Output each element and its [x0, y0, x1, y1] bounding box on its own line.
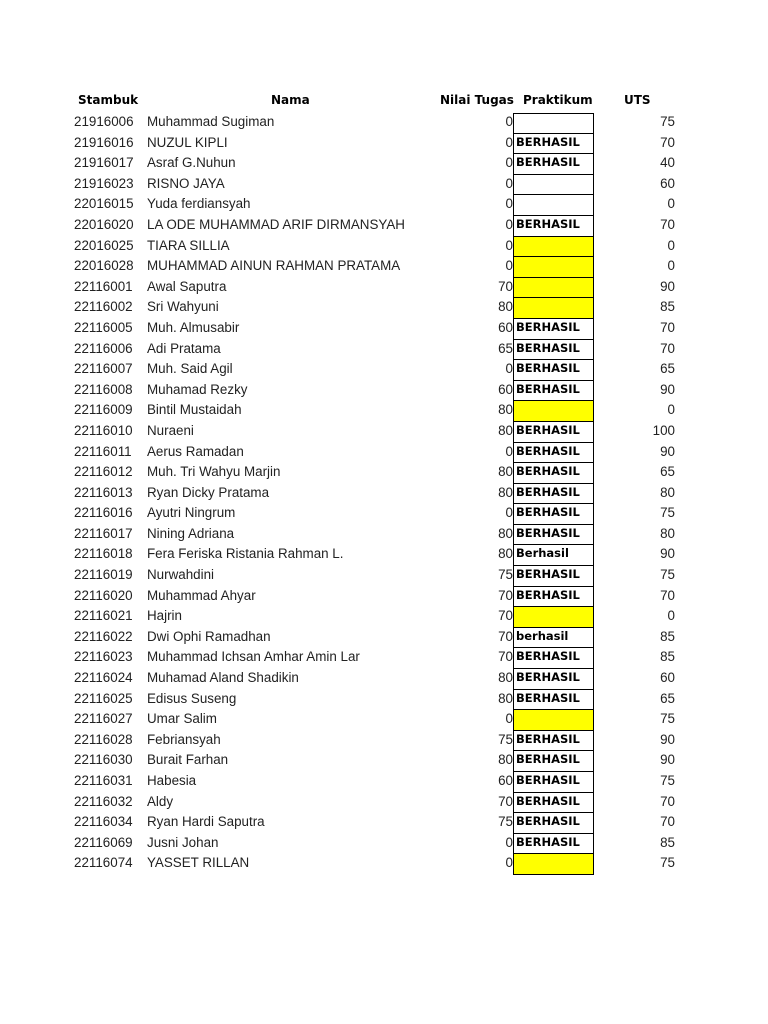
cell-nama: TIARA SILLIA	[147, 237, 230, 253]
cell-nama: MUHAMMAD AINUN RAHMAN PRATAMA	[147, 258, 401, 274]
cell-nama: Hajrin	[147, 608, 182, 624]
cell-nama: Yuda ferdiansyah	[147, 196, 251, 212]
table-row	[0, 420, 768, 441]
table-row	[0, 749, 768, 770]
cell-nama: Umar Salim	[147, 711, 217, 727]
cell-nilai-tugas: 0	[505, 114, 513, 129]
cell-nilai-tugas: 60	[498, 319, 513, 335]
cell-praktikum: BERHASIL	[513, 793, 594, 814]
cell-stambuk: 22116008	[74, 381, 133, 397]
cell-uts: 65	[660, 464, 675, 480]
cell-nilai-tugas: 0	[505, 196, 513, 212]
cell-uts: 90	[660, 381, 675, 397]
cell-nilai-tugas: 0	[505, 134, 513, 150]
cell-uts: 80	[660, 484, 675, 500]
cell-uts: 90	[660, 731, 675, 747]
cell-praktikum	[513, 278, 594, 299]
table-row	[0, 317, 768, 338]
table-row	[0, 379, 768, 400]
cell-uts: 85	[660, 649, 675, 665]
table-row	[0, 543, 768, 564]
cell-uts: 90	[660, 443, 675, 459]
cell-uts: 85	[660, 299, 675, 315]
cell-uts: 40	[660, 155, 675, 171]
table-row	[0, 523, 768, 544]
table-row	[0, 852, 768, 873]
cell-praktikum: BERHASIL	[513, 443, 594, 464]
cell-stambuk: 22116020	[74, 587, 133, 603]
cell-uts: 70	[660, 793, 675, 809]
cell-nama: Muhammad Ahyar	[147, 587, 256, 603]
cell-nama: Muh. Said Agil	[147, 361, 233, 377]
header-uts: UTS	[624, 93, 651, 107]
cell-nama: Bintil Mustaidah	[147, 402, 242, 418]
table-row	[0, 482, 768, 503]
cell-praktikum: BERHASIL	[513, 751, 594, 772]
cell-praktikum	[513, 710, 594, 731]
cell-stambuk: 22116019	[74, 567, 133, 583]
cell-stambuk: 22116030	[74, 752, 133, 768]
table-row	[0, 770, 768, 791]
table-row	[0, 646, 768, 667]
table-row	[0, 235, 768, 256]
cell-nilai-tugas: 70	[498, 649, 513, 665]
cell-stambuk: 22116007	[74, 361, 133, 377]
cell-nilai-tugas: 0	[505, 855, 513, 871]
table-row	[0, 585, 768, 606]
cell-nama: Adi Pratama	[147, 340, 221, 356]
cell-nilai-tugas: 0	[505, 237, 513, 253]
table-row	[0, 708, 768, 729]
cell-uts: 75	[660, 711, 675, 727]
cell-nama: Ayutri Ningrum	[147, 505, 236, 521]
table-row	[0, 441, 768, 462]
cell-praktikum: BERHASIL	[513, 216, 594, 237]
table-row	[0, 296, 768, 317]
cell-stambuk: 22116021	[74, 608, 133, 624]
cell-nama: Nurwahdini	[147, 567, 214, 583]
grade-table	[0, 90, 768, 873]
cell-uts: 90	[660, 752, 675, 768]
cell-praktikum: BERHASIL	[513, 772, 594, 793]
cell-praktikum: berhasil	[513, 628, 594, 649]
cell-nilai-tugas: 80	[498, 464, 513, 480]
cell-nilai-tugas: 80	[498, 402, 513, 418]
cell-stambuk: 22116032	[74, 793, 133, 809]
cell-uts: 70	[660, 814, 675, 830]
cell-uts: 85	[660, 834, 675, 850]
cell-uts: 80	[660, 525, 675, 541]
header-praktikum: Praktikum	[523, 93, 593, 107]
cell-nama: Aldy	[147, 793, 174, 809]
cell-nilai-tugas: 70	[498, 608, 513, 624]
cell-nama: Muh. Tri Wahyu Marjin	[147, 464, 281, 480]
cell-nilai-tugas: 80	[498, 525, 513, 541]
cell-uts: 70	[660, 340, 675, 356]
cell-nilai-tugas: 0	[505, 175, 513, 191]
cell-nama: Habesia	[147, 773, 197, 788]
table-row	[0, 626, 768, 647]
table-row	[0, 255, 768, 276]
cell-praktikum: BERHASIL	[513, 690, 594, 711]
cell-uts: 65	[660, 361, 675, 377]
cell-nilai-tugas: 60	[498, 773, 513, 788]
cell-stambuk: 22016020	[74, 216, 134, 232]
cell-nama: Asraf G.Nuhun	[147, 155, 236, 171]
cell-nama: Ryan Dicky Pratama	[147, 484, 270, 500]
cell-nama: Awal Saputra	[147, 278, 227, 294]
table-row	[0, 502, 768, 523]
cell-uts: 85	[660, 628, 675, 644]
cell-stambuk: 22116024	[74, 670, 133, 686]
cell-nama: Muhammad Ichsan Amhar Amin Lar	[147, 649, 360, 665]
cell-praktikum: BERHASIL	[513, 813, 594, 834]
cell-praktikum: BERHASIL	[513, 319, 594, 340]
cell-nama: Muhamad Rezky	[147, 381, 248, 397]
cell-uts: 70	[660, 216, 675, 232]
cell-nama: Jusni Johan	[147, 834, 219, 850]
cell-praktikum: BERHASIL	[513, 566, 594, 587]
cell-praktikum: BERHASIL	[513, 422, 594, 443]
cell-uts: 0	[667, 258, 675, 274]
cell-praktikum: BERHASIL	[513, 669, 594, 690]
header-stambuk: Stambuk	[78, 93, 139, 107]
cell-praktikum: BERHASIL	[513, 154, 594, 175]
table-row	[0, 832, 768, 853]
cell-uts: 70	[660, 587, 675, 603]
table-row	[0, 173, 768, 194]
cell-praktikum	[513, 607, 594, 628]
cell-nilai-tugas: 80	[498, 752, 513, 768]
cell-uts: 70	[660, 134, 675, 150]
cell-nama: Burait Farhan	[147, 752, 229, 768]
cell-nilai-tugas: 80	[498, 546, 513, 562]
cell-nilai-tugas: 65	[498, 340, 513, 356]
cell-nilai-tugas: 75	[498, 567, 513, 583]
cell-nama: Edisus Suseng	[147, 690, 237, 706]
cell-praktikum: BERHASIL	[513, 360, 594, 381]
cell-praktikum: BERHASIL	[513, 648, 594, 669]
cell-stambuk: 22116009	[74, 402, 133, 418]
table-row	[0, 605, 768, 626]
cell-praktikum: BERHASIL	[513, 731, 594, 752]
cell-nilai-tugas: 0	[505, 505, 513, 521]
cell-stambuk: 22116074	[74, 855, 133, 871]
cell-nilai-tugas: 70	[498, 628, 513, 644]
cell-nama: Febriansyah	[147, 731, 221, 747]
cell-praktikum	[513, 401, 594, 422]
cell-nama: LA ODE MUHAMMAD ARIF DIRMANSYAH	[147, 216, 405, 232]
cell-stambuk: 22116013	[74, 484, 133, 500]
cell-uts: 75	[660, 114, 675, 129]
cell-stambuk: 22116027	[74, 711, 133, 727]
cell-nilai-tugas: 0	[505, 361, 513, 377]
cell-nilai-tugas: 70	[498, 278, 513, 294]
cell-nama: Sri Wahyuni	[147, 299, 219, 315]
cell-praktikum	[513, 113, 594, 134]
cell-stambuk: 21916016	[74, 134, 134, 150]
cell-nama: YASSET RILLAN	[147, 855, 250, 871]
cell-stambuk: 22116010	[74, 422, 133, 438]
cell-stambuk: 22116034	[74, 814, 133, 830]
cell-stambuk: 22116002	[74, 299, 133, 315]
cell-praktikum	[513, 195, 594, 216]
cell-nilai-tugas: 80	[498, 484, 513, 500]
cell-uts: 75	[660, 505, 675, 521]
cell-uts: 90	[660, 278, 675, 294]
cell-stambuk: 21916023	[74, 175, 134, 191]
table-row	[0, 729, 768, 750]
cell-nilai-tugas: 0	[505, 155, 513, 171]
table-body	[0, 111, 768, 873]
cell-nilai-tugas: 80	[498, 670, 513, 686]
table-row	[0, 152, 768, 173]
table-header	[0, 90, 768, 111]
cell-uts: 60	[660, 175, 675, 191]
table-row	[0, 276, 768, 297]
cell-nama: Fera Feriska Ristania Rahman L.	[147, 546, 344, 562]
table-row	[0, 358, 768, 379]
cell-nama: Nuraeni	[147, 422, 194, 438]
cell-nilai-tugas: 60	[498, 381, 513, 397]
cell-uts: 0	[667, 402, 675, 418]
cell-uts: 75	[660, 567, 675, 583]
cell-stambuk: 22116001	[74, 278, 133, 294]
cell-uts: 70	[660, 319, 675, 335]
cell-stambuk: 22116018	[74, 546, 133, 562]
cell-nilai-tugas: 0	[505, 711, 513, 727]
header-nilai-tugas: Nilai Tugas	[440, 93, 514, 107]
cell-nama: Dwi Ophi Ramadhan	[147, 628, 271, 644]
table-row	[0, 111, 768, 132]
cell-stambuk: 22116028	[74, 731, 133, 747]
cell-stambuk: 22116006	[74, 340, 133, 356]
cell-stambuk: 22116023	[74, 649, 133, 665]
cell-nama: Muhammad Sugiman	[147, 114, 275, 129]
cell-nama: RISNO JAYA	[147, 175, 225, 191]
cell-stambuk: 22016015	[74, 196, 134, 212]
cell-praktikum: BERHASIL	[513, 134, 594, 155]
cell-nama: Aerus Ramadan	[147, 443, 244, 459]
cell-stambuk: 22116022	[74, 628, 133, 644]
cell-uts: 65	[660, 690, 675, 706]
cell-praktikum: Berhasil	[513, 545, 594, 566]
cell-nama: Ryan Hardi Saputra	[147, 814, 265, 830]
cell-nilai-tugas: 0	[505, 258, 513, 274]
cell-uts: 0	[667, 608, 675, 624]
table-row	[0, 338, 768, 359]
table-row	[0, 688, 768, 709]
cell-praktikum	[513, 237, 594, 258]
cell-nama: Muh. Almusabir	[147, 319, 240, 335]
cell-nilai-tugas: 80	[498, 422, 513, 438]
table-row	[0, 214, 768, 235]
cell-stambuk: 22016025	[74, 237, 134, 253]
table-row	[0, 461, 768, 482]
cell-nilai-tugas: 0	[505, 443, 513, 459]
table-row	[0, 193, 768, 214]
cell-nilai-tugas: 70	[498, 587, 513, 603]
cell-nilai-tugas: 75	[498, 814, 513, 830]
table-row	[0, 564, 768, 585]
table-row	[0, 132, 768, 153]
cell-praktikum: BERHASIL	[513, 381, 594, 402]
cell-nilai-tugas: 0	[505, 834, 513, 850]
table-row	[0, 791, 768, 812]
cell-nilai-tugas: 70	[498, 793, 513, 809]
cell-praktikum: BERHASIL	[513, 834, 594, 855]
cell-praktikum: BERHASIL	[513, 587, 594, 608]
table-row	[0, 399, 768, 420]
table-row	[0, 811, 768, 832]
cell-praktikum: BERHASIL	[513, 504, 594, 525]
cell-stambuk: 22116031	[74, 773, 133, 788]
cell-stambuk: 22116011	[74, 443, 132, 459]
cell-stambuk: 22116025	[74, 690, 133, 706]
cell-uts: 100	[652, 422, 675, 438]
cell-praktikum: BERHASIL	[513, 525, 594, 546]
cell-praktikum: BERHASIL	[513, 484, 594, 505]
cell-uts: 75	[660, 773, 675, 788]
cell-praktikum	[513, 257, 594, 278]
cell-nilai-tugas: 75	[498, 731, 513, 747]
cell-stambuk: 22016028	[74, 258, 134, 274]
cell-nilai-tugas: 80	[498, 690, 513, 706]
header-nama: Nama	[271, 93, 310, 107]
table-row	[0, 667, 768, 688]
cell-stambuk: 22116012	[74, 464, 133, 480]
cell-praktikum	[513, 854, 594, 875]
cell-stambuk: 22116005	[74, 319, 133, 335]
cell-praktikum	[513, 298, 594, 319]
cell-nama: Nining Adriana	[147, 525, 235, 541]
cell-stambuk: 22116016	[74, 505, 133, 521]
cell-uts: 0	[667, 237, 675, 253]
cell-stambuk: 21916006	[74, 114, 134, 129]
cell-stambuk: 21916017	[74, 155, 134, 171]
cell-praktikum: BERHASIL	[513, 463, 594, 484]
cell-stambuk: 22116069	[74, 834, 133, 850]
cell-stambuk: 22116017	[74, 525, 133, 541]
cell-nama: NUZUL KIPLI	[147, 134, 228, 150]
cell-uts: 90	[660, 546, 675, 562]
cell-praktikum: BERHASIL	[513, 340, 594, 361]
cell-uts: 60	[660, 670, 675, 686]
cell-praktikum	[513, 175, 594, 196]
cell-nama: Muhamad Aland Shadikin	[147, 670, 299, 686]
cell-nilai-tugas: 80	[498, 299, 513, 315]
cell-nilai-tugas: 0	[505, 216, 513, 232]
cell-uts: 0	[667, 196, 675, 212]
cell-uts: 75	[660, 855, 675, 871]
